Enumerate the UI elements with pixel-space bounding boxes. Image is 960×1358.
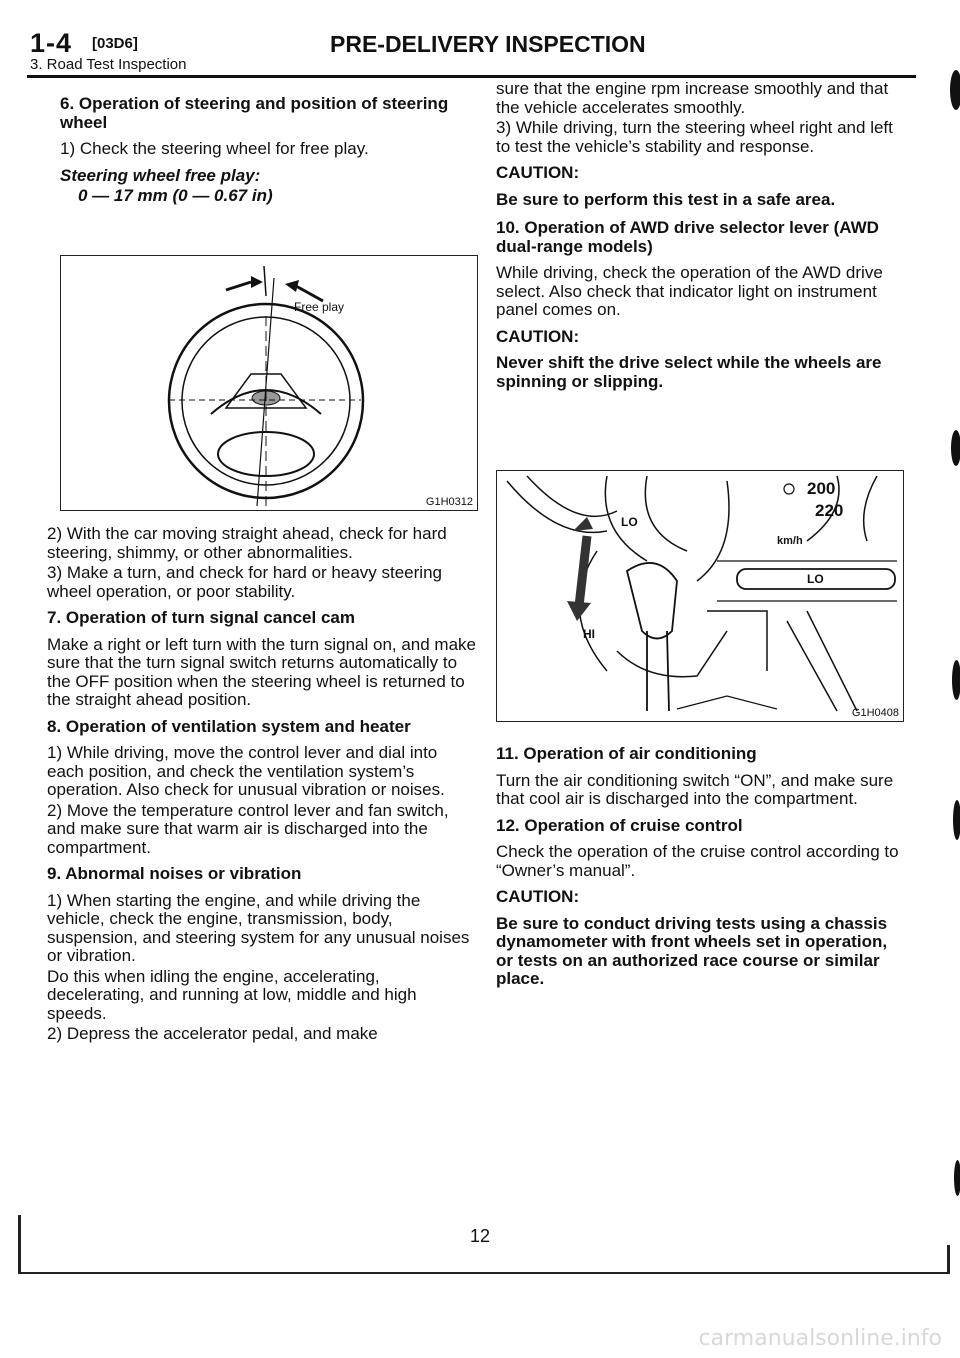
- section-11-heading: 11. Operation of air conditioning: [496, 744, 757, 763]
- header-rule: [27, 75, 916, 78]
- hi-position-label: HI: [583, 627, 595, 641]
- gauge-200-label: 200: [807, 479, 836, 498]
- section-8-step-1: 1) While driving, move the control lever and dial into each position, and check the ventilation system’s operation. Also check for unusual vibration or noises.: [47, 743, 445, 799]
- section-10-text: While driving, check the operation of the AWD drive select. Also check that indicator light on instrument panel comes on.: [496, 263, 883, 319]
- gauge-220-label: 220: [815, 501, 844, 520]
- section-12-text: Check the operation of the cruise control according to “Owner’s manual”.: [496, 842, 899, 880]
- section-7-text: Make a right or left turn with the turn signal on, and make sure that the turn signal switch returns automatically to the OFF position when the steering wheel is returned to the straight ahead position.: [47, 634, 477, 709]
- freeplay-label: Steering wheel free play:: [60, 165, 261, 185]
- section-8-heading: 8. Operation of ventilation system and heater: [47, 716, 411, 736]
- binding-mark: [954, 1160, 960, 1196]
- section-6-heading: 6. Operation of steering and position of steering wheel: [60, 94, 449, 132]
- section-6-step-3: 3) Make a turn, and check for hard or heavy steering wheel operation, or poor stability.: [47, 563, 442, 601]
- section-9-step-1: 1) When starting the engine, and while driving the vehicle, check the engine, transmission, body, suspension, and steering system for any unusual noises or vibration.: [47, 890, 470, 965]
- awd-selector-figure: [496, 470, 904, 722]
- gauge-kmh-label: km/h: [777, 535, 803, 547]
- left-column-bottom: [47, 525, 477, 1052]
- section-9-step-1b: Do this when idling the engine, accelerating, decelerating, and running at low, middle and high speeds.: [47, 966, 417, 1023]
- binding-mark: [953, 800, 960, 840]
- section-6-step-1: 1) Check the steering wheel for free play.: [60, 139, 369, 158]
- section-6-step-2: 2) With the car moving straight ahead, check for hard steering, shimmy, or other abnormalities.: [47, 524, 447, 562]
- section-8-step-2: 2) Move the temperature control lever and fan switch, and make sure that warm air is discharged into the compartment.: [47, 800, 449, 857]
- steering-wheel-illustration: [61, 256, 477, 510]
- section-9-heading: 9. Abnormal noises or vibration: [47, 864, 302, 883]
- section-9-step-3: 3) While driving, turn the steering wheel right and left to test the vehicle’s stability and response.: [496, 118, 893, 156]
- page-section-number: 1-4: [30, 28, 73, 58]
- section-subtitle: 3. Road Test Inspection: [30, 56, 187, 73]
- right-column-bottom: [496, 745, 900, 997]
- section-10-heading: 10. Operation of AWD drive selector lever (AWD dual-range models): [496, 218, 879, 256]
- continued-text: sure that the engine rpm increase smoothly and that the vehicle accelerates smoothly.: [496, 79, 889, 117]
- page-title: PRE-DELIVERY INSPECTION: [330, 31, 646, 57]
- caution-3-label: CAUTION:: [496, 887, 580, 906]
- section-7-heading: 7. Operation of turn signal cancel cam: [47, 608, 355, 627]
- section-12-heading: 12. Operation of cruise control: [496, 815, 743, 835]
- figure-code: G1H0408: [851, 707, 899, 719]
- right-column-top: [496, 80, 900, 399]
- corner-mark-left: [18, 1215, 21, 1273]
- freeplay-value: 0 — 17 mm (0 — 0.67 in): [78, 186, 273, 205]
- caution-1-label: CAUTION:: [496, 163, 580, 182]
- watermark: carmanualsonline.info: [698, 1326, 942, 1351]
- caution-2-text: Never shift the drive select while the wheels are spinning or slipping.: [496, 353, 882, 391]
- section-11-text: Turn the air conditioning switch “ON”, and make sure that cool air is discharged into the compartment.: [496, 770, 894, 808]
- corner-mark-right: [947, 1245, 950, 1273]
- section-code: [03D6]: [92, 35, 138, 52]
- footer-rule: [18, 1272, 950, 1274]
- section-9-step-2: 2) Depress the accelerator pedal, and make: [47, 1024, 378, 1043]
- left-column-top: [60, 95, 478, 214]
- steering-wheel-figure: [60, 255, 478, 511]
- lo-indicator-label: LO: [807, 572, 824, 586]
- binding-mark: [952, 660, 960, 700]
- page-number: 12: [470, 1226, 491, 1246]
- caution-2-label: CAUTION:: [496, 326, 580, 346]
- binding-mark: [950, 70, 960, 110]
- figure-code: G1H0312: [425, 496, 473, 508]
- free-play-label: Free play: [294, 300, 345, 314]
- lo-position-label: LO: [621, 515, 638, 529]
- caution-3-text: Be sure to conduct driving tests using a chassis dynamometer with front wheels set in operation, or tests on an authorized race course or similar place.: [496, 913, 888, 988]
- caution-1-text: Be sure to perform this test in a safe area.: [496, 189, 836, 209]
- binding-mark: [951, 430, 960, 466]
